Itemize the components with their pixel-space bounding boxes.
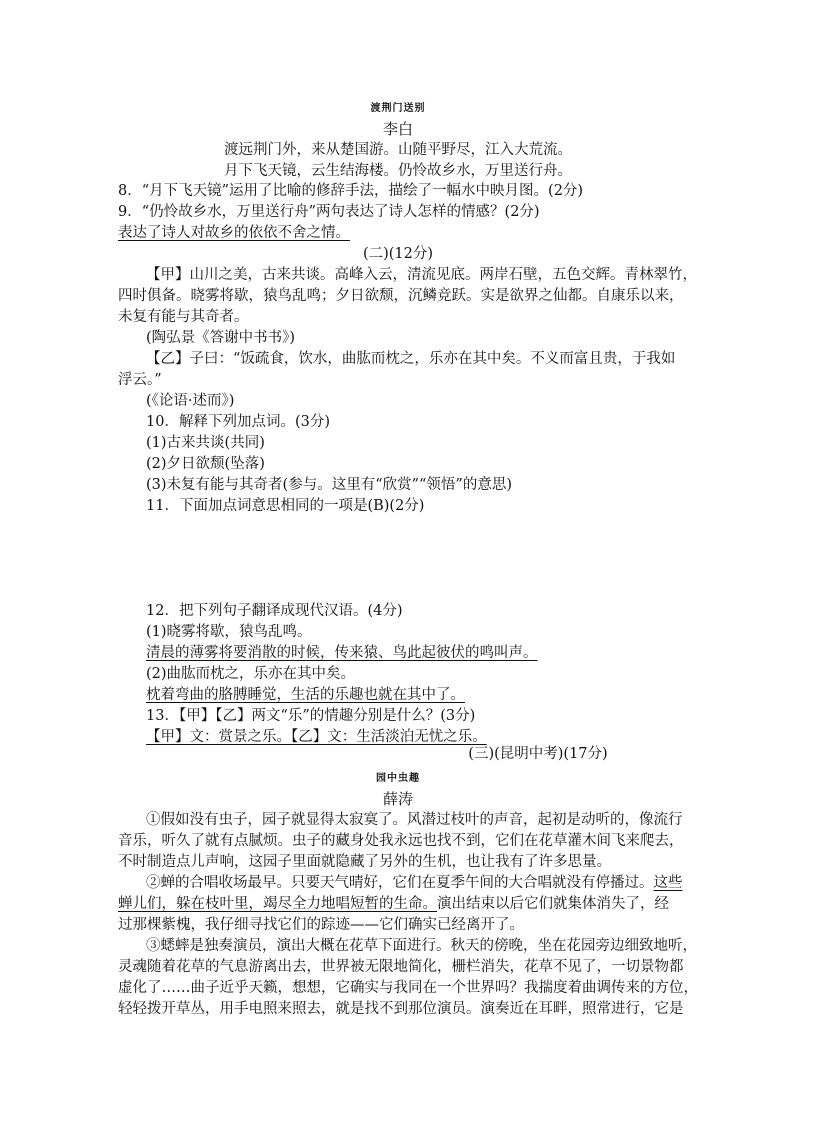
essay-p2-line-1-text: ②蝉的合唱收场最早。只要天气晴好，它们在夏季午间的大合唱就没有停播过。: [146, 875, 654, 891]
essay-p1-line-2: 音乐，听久了就有点腻烦。虫子的藏身处我永远也找不到，它们在花草灌木间飞来爬去，: [118, 833, 684, 849]
question-10-item-2: (2)夕日欲颓(坠落): [146, 456, 265, 472]
question-12-answer-2: 枕着弯曲的胳膊睡觉，生活的乐趣也就在其中了。: [146, 687, 465, 703]
essay-p2-line-1: [146, 873, 683, 894]
essay-p1-line-3: 不时制造点儿声响，这园子里面就隐藏了另外的生机，也让我有了许多思量。: [118, 854, 611, 870]
essay-p3-line-3: 虚化了……曲子近乎天籁，想想，它确实与我同在一个世界吗？我揣度着曲调传来的方位，: [118, 980, 698, 996]
essay-p3-line-2: 灵魂随着花草的气息游离出去，世界被无限地简化，栅栏消失，花草不见了，一切景物都: [118, 959, 684, 975]
essay-author: 薛涛: [382, 790, 413, 808]
essay-p2-line-2-underlined: 蝉儿们，躲在枝叶里，竭尽全力地唱短暂的生命。: [118, 896, 437, 912]
essay-p2-line-1-underlined: 这些: [653, 875, 683, 891]
question-8: 8．“月下飞天镜”运用了比喻的修辞手法，描绘了一幅水中映月图。(2分): [118, 183, 584, 199]
poem-line-1: 渡远荆门外，来从楚国游。山随平野尽，江入大荒流。: [224, 142, 572, 158]
question-11: 11．下面加点词意思相同的一项是(B)(2分): [146, 498, 425, 514]
passage-jia-line-2: 四时俱备。晓雾将歇，猿鸟乱鸣；夕日欲颓，沉鳞竞跃。实是欲界之仙都。自康乐以来，: [118, 288, 684, 304]
passage-yi-line-1: 【乙】子曰：“饭疏食，饮水，曲肱而枕之，乐亦在其中矣。不义而富且贵，于我如: [146, 351, 676, 367]
question-13: 13．【甲】【乙】两文“乐”的情趣分别是什么？(3分): [146, 708, 476, 724]
passage-jia-line-3: 未复有能与其奇者。: [118, 309, 249, 325]
section-3-heading: (三)(昆明中考)(17分): [468, 746, 608, 762]
poem-title: 渡荆门送别: [370, 103, 426, 114]
question-12-item-1: (1)晓雾将歇，猿鸟乱鸣。: [146, 624, 312, 640]
question-9: 9．“仍怜故乡水，万里送行舟”两句表达了诗人怎样的情感？(2分): [118, 204, 540, 220]
essay-p3-line-1: ③蟋蟀是独奏演员，演出大概在花草下面进行。秋天的傍晚，坐在花园旁边细致地听，: [146, 938, 697, 954]
question-10-item-1: (1)古来共谈(共同): [146, 435, 265, 451]
essay-p2-line-2-text: 演出结束以后它们就集体消失了，经: [437, 896, 669, 912]
question-12-item-2: (2)曲肱而枕之，乐亦在其中矣。: [146, 666, 356, 682]
passage-yi-line-2: 浮云。”: [118, 372, 162, 388]
question-13-answer: 【甲】文：赏景之乐。【乙】文：生活淡泊无忧之乐。: [146, 729, 487, 745]
essay-title: 园中虫趣: [376, 773, 420, 784]
question-12-answer-1: 清晨的薄雾将要消散的时候，传来猿、鸟此起彼伏的鸣叫声。: [146, 645, 538, 661]
section-2-heading: (二)(12分): [362, 246, 434, 262]
question-12: 12．把下列句子翻译成现代汉语。(4分): [146, 603, 403, 619]
essay-p1-line-1: ①假如没有虫子，园子就显得太寂寞了。风潜过枝叶的声音，起初是动听的，像流行: [146, 812, 683, 828]
passage-jia-line-1: 【甲】山川之美，古来共谈。高峰入云，清流见底。两岸石壁，五色交辉。青林翠竹，: [146, 267, 697, 283]
essay-p2-line-3: 过那棵紫槐，我仔细寻找它们的踪迹——它们确实已经离开了。: [118, 917, 524, 933]
essay-p3-line-4: 轻轻拨开草丛，用手电照来照去，就是找不到那位演员。演奏近在耳畔，照常进行，它是: [118, 1001, 684, 1017]
question-10-item-3: (3)未复有能与其奇者(参与。这里有“欣赏”“领悟”的意思): [146, 477, 513, 493]
poem-author: 李白: [382, 120, 413, 138]
passage-yi-source: (《论语·述而》): [146, 393, 235, 409]
essay-p2-line-2: [118, 894, 678, 915]
poem-line-2: 月下飞天镜，云生结海楼。仍怜故乡水，万里送行舟。: [224, 163, 572, 179]
passage-jia-source: (陶弘景《答谢中书书》): [146, 330, 296, 346]
question-9-answer: 表达了诗人对故乡的依依不舍之情。: [118, 225, 350, 241]
question-10: 10．解释下列加点词。(3分): [146, 414, 330, 430]
